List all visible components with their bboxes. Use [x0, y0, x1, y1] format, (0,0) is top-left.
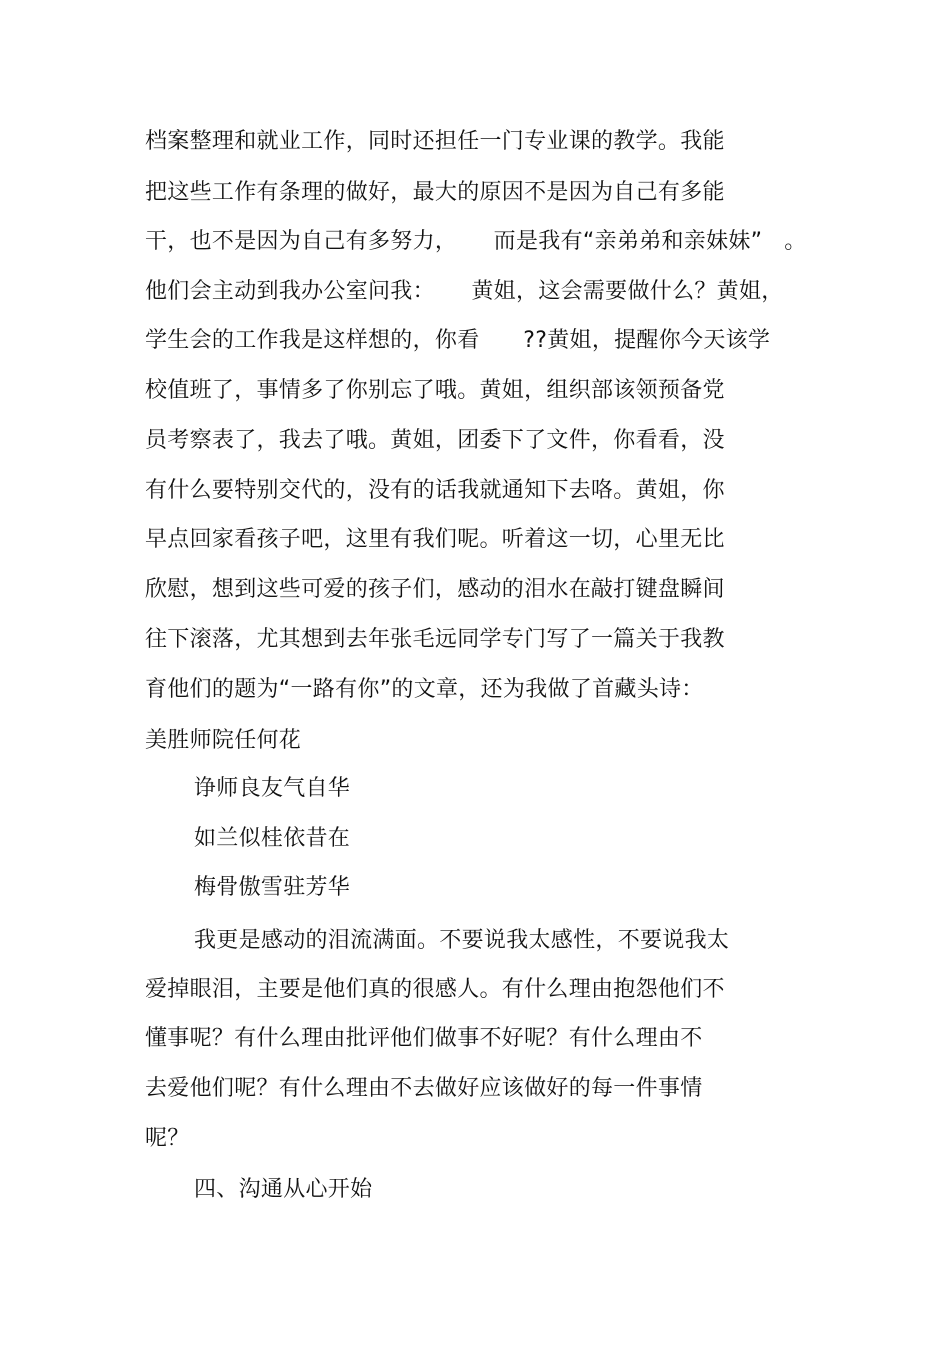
paragraph-line: 学生会的工作我是这样想的，你看 ??黄姐，提醒你今天该学: [145, 328, 771, 353]
paragraph-line: 有什么要特别交代的，没有的话我就通知下去咯。黄姐，你: [145, 478, 725, 503]
paragraph-line: 校值班了，事情多了你别忘了哦。黄姐，组织部该领预备党: [145, 378, 725, 403]
section-heading: 四、沟通从心开始: [194, 1177, 373, 1202]
paragraph-line: 档案整理和就业工作，同时还担任一门专业课的教学。我能: [145, 129, 725, 154]
paragraph-line: 欣慰，想到这些可爱的孩子们，感动的泪水在敲打键盘瞬间: [145, 577, 725, 602]
paragraph-line: 呢？: [145, 1126, 190, 1151]
paragraph-line: 员考察表了，我去了哦。黄姐，团委下了文件，你看看，没: [145, 428, 725, 453]
poem-line: 如兰似桂依昔在: [194, 826, 351, 851]
paragraph-line: 懂事呢？有什么理由批评他们做事不好呢？有什么理由不: [145, 1026, 703, 1051]
poem-line: 梅骨傲雪驻芳华: [194, 875, 351, 900]
paragraph-line: 他们会主动到我办公室问我： 黄姐，这会需要做什么？黄姐，: [145, 279, 784, 304]
paragraph-line: 往下滚落，尤其想到去年张毛远同学专门写了一篇关于我教: [145, 627, 725, 652]
paragraph-line: 早点回家看孩子吧，这里有我们呢。听着这一切，心里无比: [145, 527, 725, 552]
paragraph-line: 把这些工作有条理的做好，最大的原因不是因为自己有多能: [145, 180, 725, 205]
paragraph-line: 去爱他们呢？有什么理由不去做好应该做好的每一件事情: [145, 1076, 703, 1101]
paragraph-line: 干，也不是因为自己有多努力， 而是我有“亲弟弟和亲妹妹” 。: [145, 229, 807, 254]
paragraph-line: 我更是感动的泪流满面。不要说我太感性，不要说我太: [194, 928, 730, 953]
paragraph-line: 育他们的题为“一路有你”的文章，还为我做了首藏头诗：: [145, 677, 704, 702]
poem-title-line: 美胜师院任何花: [145, 728, 302, 753]
poem-line: 诤师良友气自华: [194, 776, 351, 801]
paragraph-line: 爱掉眼泪，主要是他们真的很感人。有什么理由抱怨他们不: [145, 977, 725, 1002]
